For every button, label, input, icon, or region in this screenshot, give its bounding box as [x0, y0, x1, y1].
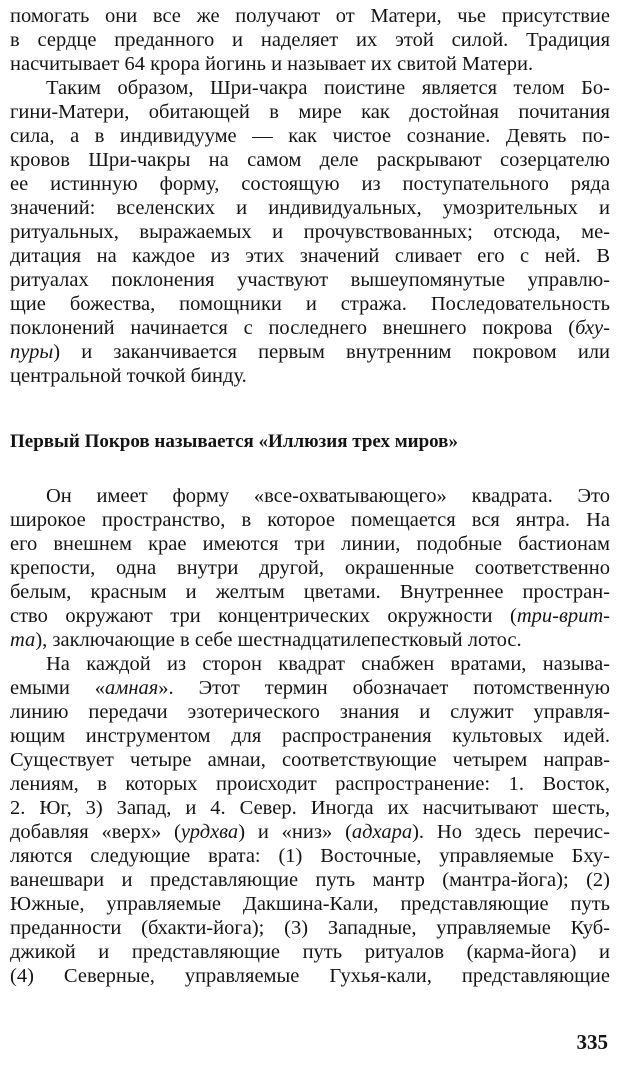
- text-line: щие божества, помощники и стража. Последовательность: [10, 293, 610, 315]
- text-line: ее истинную форму, состоящую из поступательного ряда: [10, 173, 610, 195]
- text-line: значений: вселенских и индивидуальных, умозрительных и: [10, 197, 610, 219]
- text-line: добавляя «верх» (урдхва) и «низ» (адхара). Но здесь перечис-: [10, 821, 610, 843]
- text-line: ритуалах поклонения участвуют вышеупомянутые управлю-: [10, 269, 610, 291]
- text-line: На каждой из сторон квадрат снабжен вратами, называ-: [46, 653, 610, 675]
- text-line: Он имеет форму «все-охватывающего» квадрата. Это: [46, 485, 610, 507]
- italic-term: три-врит-: [516, 605, 610, 627]
- text-line: Таким образом, Шри-чакра поистине является телом Бо-: [46, 77, 610, 99]
- text-line: та), заключающие в себе шестнадцатилепестковый лотос.: [10, 629, 522, 651]
- text-line: Существует четыре амнаи, соответствующие четырем направ-: [10, 749, 610, 771]
- italic-term: урдхва: [180, 821, 239, 843]
- text-line: помогать они все же получают от Матери, чье присутствие: [10, 5, 610, 27]
- text-line: широкое пространство, в которое помещается вся янтра. На: [10, 509, 610, 531]
- text-line: емыми «амная». Этот термин обозначает потомственную: [10, 677, 610, 699]
- italic-term: пуры: [10, 341, 54, 363]
- text-line: джикой и представляющие путь ритуалов (карма-йога) и: [10, 941, 610, 963]
- text-line: ющим инструментом для распространения культовых идей.: [10, 725, 610, 747]
- italic-term: та: [10, 629, 36, 651]
- text-line: крепости, одна внутри другой, окрашенные соответственно: [10, 557, 610, 579]
- text-line: в сердце преданного и наделяет их этой силой. Традиция: [10, 29, 610, 51]
- page-number: 335: [576, 1030, 608, 1054]
- text-line: ритуальных, выражаемых и прочувствованных; отсюда, ме-: [10, 221, 610, 243]
- text-line: поклонений начинается с последнего внешнего покрова (бху-: [10, 317, 610, 339]
- text-line: сила, а в индивидууме — как чистое сознание. Девять по-: [10, 125, 610, 147]
- italic-term: бху-: [575, 317, 610, 339]
- text-line: ство окружают три концентрических окружности (три-врит-: [10, 605, 610, 627]
- text-line: центральной точкой бинду.: [10, 365, 247, 387]
- text-line: Южные, управляемые Дакшина-Кали, представляющие путь: [10, 893, 610, 915]
- text-line: лениям, в которых происходит распространение: 1. Восток,: [10, 773, 610, 795]
- italic-term: адхара: [351, 821, 413, 843]
- section-heading: Первый Покров называется «Иллюзия трех миров»: [10, 431, 458, 452]
- text-line: ванешвари и представляющие путь мантр (мантра-йога); (2): [10, 869, 610, 891]
- text-line: пуры) и заканчивается первым внутренним покровом или: [10, 341, 610, 363]
- text-line: его внешнем крае имеются три линии, подобные бастионам: [10, 533, 610, 555]
- text-line: гини-Матери, обитающей в мире как достойная почитания: [10, 101, 610, 123]
- text-line: белым, красным и желтым цветами. Внутреннее простран-: [10, 581, 610, 603]
- text-line: преданности (бхакти-йога); (3) Западные, управляемые Куб-: [10, 917, 610, 939]
- text-line: кровов Шри-чакры на самом деле раскрывают созерцателю: [10, 149, 610, 171]
- italic-term: амная: [105, 677, 159, 699]
- text-line: 2. Юг, 3) Запад, и 4. Север. Иногда их насчитывают шесть,: [10, 797, 610, 819]
- text-line: линию передачи эзотерического знания и служит управля-: [10, 701, 610, 723]
- text-line: ляются следующие врата: (1) Восточные, управляемые Бху-: [10, 845, 610, 867]
- text-line: насчитывает 64 крора йогинь и называет их свитой Матери.: [10, 53, 534, 75]
- text-line: дитация на каждое из этих значений сливает его с ней. В: [10, 245, 610, 267]
- text-line: (4) Северные, управляемые Гухья-кали, представляющие: [10, 965, 610, 987]
